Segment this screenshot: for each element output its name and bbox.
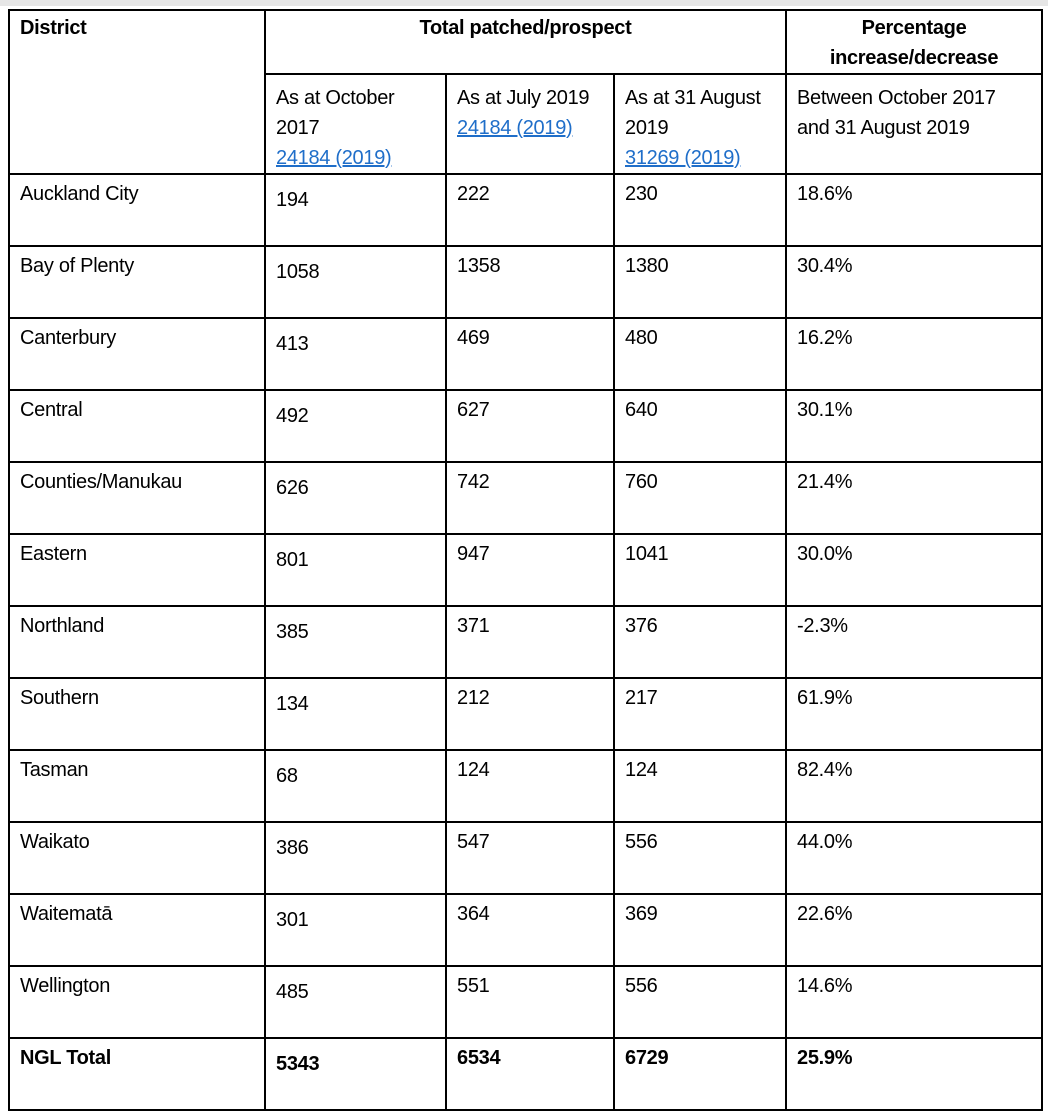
cell-oct2017: 301 <box>265 894 446 966</box>
table-row <box>9 894 1042 966</box>
cell-pct: 14.6% <box>786 966 1042 1038</box>
cell-aug2019: 369 <box>614 894 786 966</box>
cell-aug2019: 217 <box>614 678 786 750</box>
table-row <box>9 462 1042 534</box>
cell-pct: 82.4% <box>786 750 1042 822</box>
cell-district: Eastern <box>9 534 265 606</box>
cell-jul2019: 124 <box>446 750 614 822</box>
source-link[interactable]: 31269 (2019) <box>625 147 741 169</box>
cell-jul2019: 551 <box>446 966 614 1038</box>
cell-district: Canterbury <box>9 318 265 390</box>
cell-oct2017: 68 <box>265 750 446 822</box>
cell-jul2019: 469 <box>446 318 614 390</box>
cell-district: Waitematā <box>9 894 265 966</box>
cell-aug2019: 230 <box>614 174 786 246</box>
cell-jul2019: 371 <box>446 606 614 678</box>
cell-oct2017: 801 <box>265 534 446 606</box>
cell-aug2019: 1380 <box>614 246 786 318</box>
district-header: District <box>9 10 265 174</box>
source-link[interactable]: 24184 (2019) <box>276 147 392 169</box>
cell-pct: 21.4% <box>786 462 1042 534</box>
top-edge <box>0 0 1048 6</box>
total-header: Total patched/prospect <box>265 10 786 74</box>
subheader-jul2019: As at July 2019 24184 (2019) <box>446 74 614 174</box>
cell-oct2017: 5343 <box>265 1038 446 1110</box>
percentage-header: Percentage increase/decrease <box>786 10 1042 74</box>
subheader-aug2019: As at 31 August 2019 31269 (2019) <box>614 74 786 174</box>
cell-oct2017: 1058 <box>265 246 446 318</box>
table-row <box>9 390 1042 462</box>
source-link[interactable]: 24184 (2019) <box>457 117 573 139</box>
table-row <box>9 678 1042 750</box>
table-row <box>9 246 1042 318</box>
cell-aug2019: 556 <box>614 966 786 1038</box>
cell-district: Counties/Manukau <box>9 462 265 534</box>
cell-pct: -2.3% <box>786 606 1042 678</box>
cell-district: Tasman <box>9 750 265 822</box>
district-table <box>8 9 1043 1111</box>
cell-aug2019: 124 <box>614 750 786 822</box>
cell-aug2019: 1041 <box>614 534 786 606</box>
cell-aug2019: 760 <box>614 462 786 534</box>
total-row <box>9 1038 1042 1110</box>
cell-pct: 30.0% <box>786 534 1042 606</box>
cell-district: NGL Total <box>9 1038 265 1110</box>
subheader-oct2017: As at October 2017 24184 (2019) <box>265 74 446 174</box>
cell-oct2017: 134 <box>265 678 446 750</box>
cell-oct2017: 626 <box>265 462 446 534</box>
cell-jul2019: 364 <box>446 894 614 966</box>
subheader-pct: Between October 2017 and 31 August 2019 <box>786 74 1042 174</box>
cell-pct: 44.0% <box>786 822 1042 894</box>
cell-jul2019: 627 <box>446 390 614 462</box>
cell-pct: 16.2% <box>786 318 1042 390</box>
cell-oct2017: 386 <box>265 822 446 894</box>
cell-jul2019: 1358 <box>446 246 614 318</box>
cell-district: Southern <box>9 678 265 750</box>
cell-pct: 30.1% <box>786 390 1042 462</box>
table-row <box>9 174 1042 246</box>
cell-aug2019: 480 <box>614 318 786 390</box>
table-row <box>9 534 1042 606</box>
cell-aug2019: 556 <box>614 822 786 894</box>
table-row <box>9 966 1042 1038</box>
cell-district: Northland <box>9 606 265 678</box>
table-row <box>9 606 1042 678</box>
cell-jul2019: 742 <box>446 462 614 534</box>
table-row <box>9 750 1042 822</box>
cell-oct2017: 413 <box>265 318 446 390</box>
cell-aug2019: 6729 <box>614 1038 786 1110</box>
cell-jul2019: 947 <box>446 534 614 606</box>
cell-district: Waikato <box>9 822 265 894</box>
cell-district: Bay of Plenty <box>9 246 265 318</box>
cell-pct: 61.9% <box>786 678 1042 750</box>
cell-pct: 30.4% <box>786 246 1042 318</box>
cell-district: Wellington <box>9 966 265 1038</box>
cell-jul2019: 212 <box>446 678 614 750</box>
cell-jul2019: 6534 <box>446 1038 614 1110</box>
header-row <box>9 10 1042 74</box>
cell-district: Central <box>9 390 265 462</box>
cell-oct2017: 485 <box>265 966 446 1038</box>
cell-aug2019: 376 <box>614 606 786 678</box>
cell-pct: 25.9% <box>786 1038 1042 1110</box>
cell-jul2019: 222 <box>446 174 614 246</box>
cell-oct2017: 194 <box>265 174 446 246</box>
table-row <box>9 822 1042 894</box>
cell-district: Auckland City <box>9 174 265 246</box>
cell-pct: 18.6% <box>786 174 1042 246</box>
cell-oct2017: 492 <box>265 390 446 462</box>
cell-oct2017: 385 <box>265 606 446 678</box>
cell-aug2019: 640 <box>614 390 786 462</box>
cell-pct: 22.6% <box>786 894 1042 966</box>
cell-jul2019: 547 <box>446 822 614 894</box>
table-row <box>9 318 1042 390</box>
